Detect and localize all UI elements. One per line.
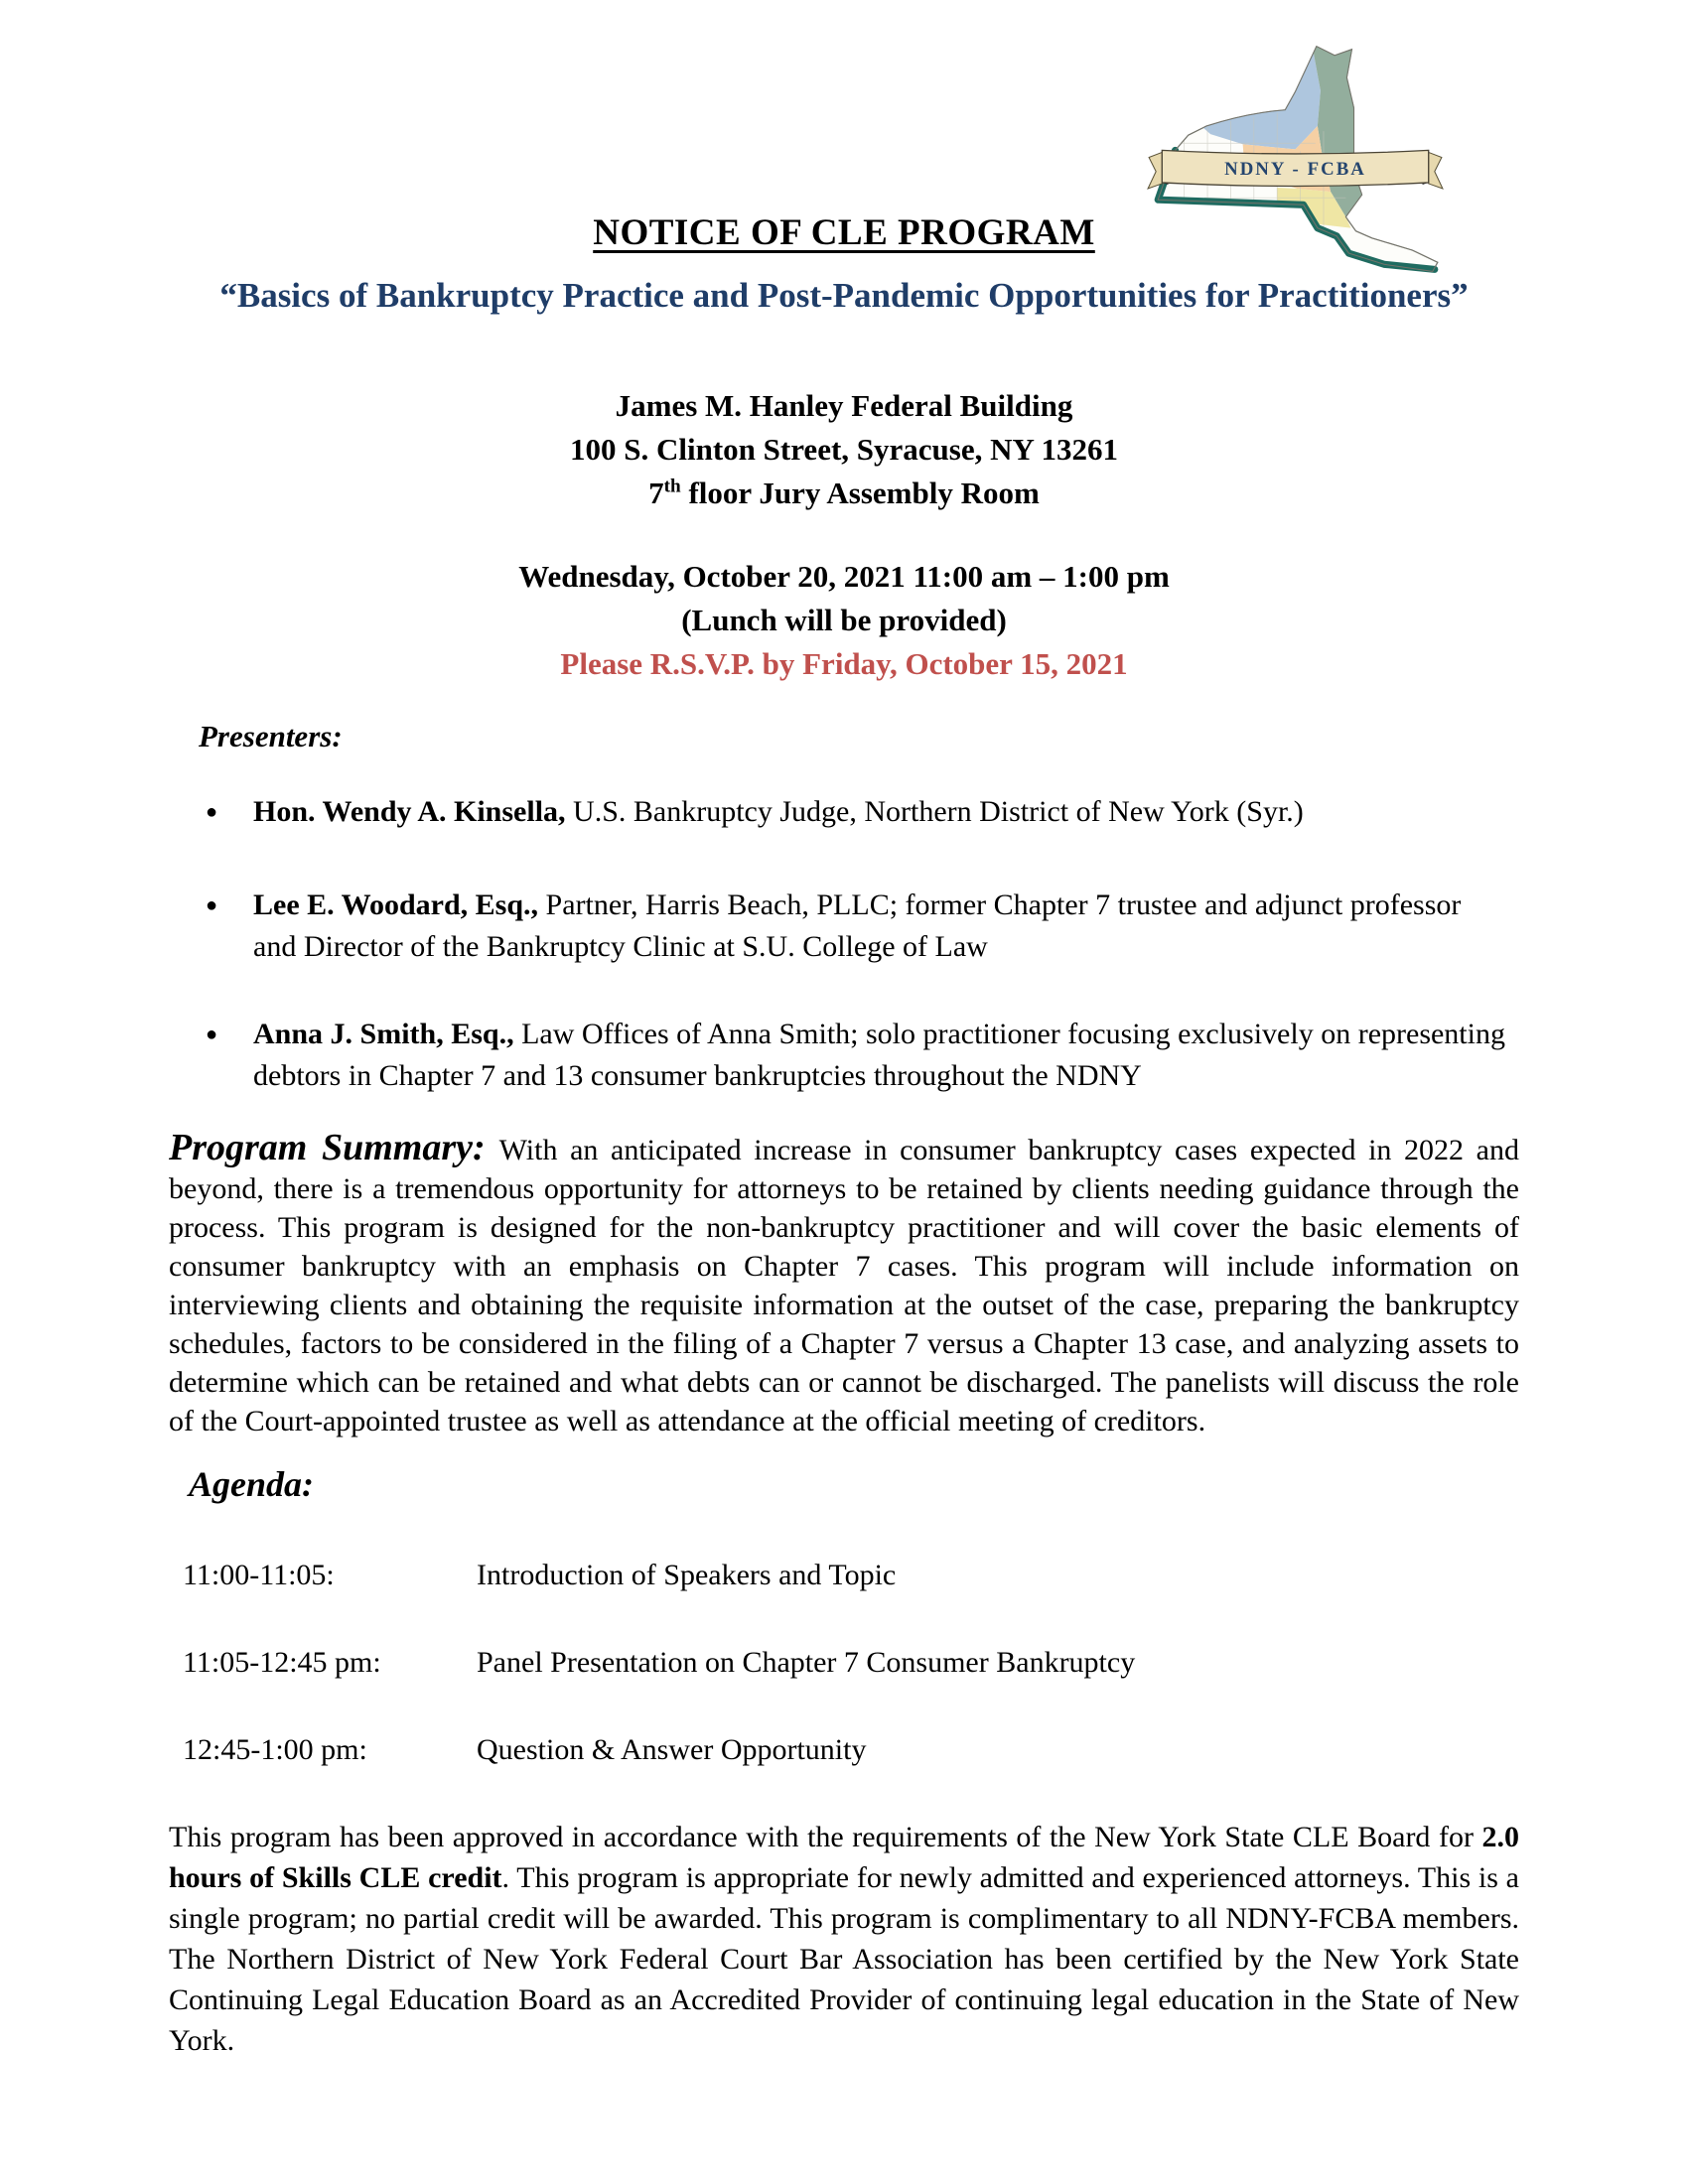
presenter-name: Anna J. Smith, Esq., bbox=[253, 1018, 514, 1050]
program-subtitle: “Basics of Bankruptcy Practice and Post-Pandemic Opportunities for Practitioners” bbox=[219, 276, 1469, 315]
rsvp-note: Please R.S.V.P. by Friday, October 15, 2021 bbox=[560, 646, 1128, 681]
bullet-icon: ● bbox=[206, 801, 218, 823]
venue-floor-ordinal: th bbox=[663, 476, 681, 497]
agenda-time: 11:05-12:45 pm: bbox=[183, 1646, 381, 1679]
presenter-details: Partner, Harris Beach, PLLC; former Chapter 7 trustee and adjunct professor and Director of the Bankruptcy Clinic at S.U. College of Law bbox=[253, 888, 1462, 963]
agenda-row bbox=[183, 1642, 1519, 1684]
logo-banner-text: NDNY - FCBA bbox=[1224, 158, 1366, 180]
presenter-details: Law Offices of Anna Smith; solo practitioner focusing exclusively on representing debtors in Chapter 7 and 13 consumer bankruptcies throughout the NDNY bbox=[253, 1018, 1505, 1092]
program-summary-heading: Program Summary: bbox=[169, 1127, 486, 1168]
approval-credit-hours: 2.0 hours of Skills CLE credit bbox=[169, 1821, 1519, 1894]
agenda-description: Panel Presentation on Chapter 7 Consumer Bankruptcy bbox=[477, 1646, 1136, 1679]
venue-room-name: floor Jury Assembly Room bbox=[680, 476, 1040, 510]
agenda-description: Introduction of Speakers and Topic bbox=[477, 1559, 897, 1591]
approval-text-2: . This program is appropriate for newly admitted and experienced attorneys. This is a single program; no partial credit will be awarded. This program is complimentary to all NDNY-FCBA members. The Northern District of New York Federal Court Bar Association has been certified by the New York State Continuing Legal Education Board as an Accredited Provider of continuing legal education in the State of New York. bbox=[169, 1861, 1519, 2057]
presenters-heading: Presenters: bbox=[199, 719, 343, 753]
program-summary-body: With an anticipated increase in consumer bankruptcy cases expected in 2022 and beyond, there is a tremendous opportunity for attorneys to be retained by clients needing guidance through the process. This program is designed for the non-bankruptcy practitioner and will cover the basic elements of consumer bankruptcy with an emphasis on Chapter 7 cases. This program will include information on interviewing clients and obtaining the requisite information at the outset of the case, preparing the bankruptcy schedules, factors to be considered in the filing of a Chapter 7 versus a Chapter 13 case, and analyzing assets to determine which can be retained and what debts can or cannot be discharged. The panelists will discuss the role of the Court-appointed trustee as well as attendance at the official meeting of creditors. bbox=[169, 1134, 1519, 1437]
agenda-row bbox=[183, 1729, 1519, 1771]
schedule-block bbox=[169, 555, 1519, 686]
bullet-icon: ● bbox=[206, 1024, 218, 1045]
document-body bbox=[169, 0, 1519, 2061]
presenter-name: Lee E. Woodard, Esq., bbox=[253, 888, 539, 921]
program-summary bbox=[169, 1129, 1519, 1440]
agenda-description: Question & Answer Opportunity bbox=[477, 1733, 867, 1766]
venue-room bbox=[169, 472, 1519, 515]
venue-building: James M. Hanley Federal Building bbox=[615, 388, 1073, 423]
presenter-item bbox=[206, 885, 1509, 968]
bullet-icon: ● bbox=[206, 894, 218, 916]
cle-approval-paragraph bbox=[169, 1817, 1519, 2061]
approval-text-1: This program has been approved in accordance with the requirements of the New York State CLE Board for bbox=[169, 1821, 1482, 1853]
venue-floor-number: 7 bbox=[648, 476, 664, 510]
page-title: NOTICE OF CLE PROGRAM bbox=[593, 212, 1095, 253]
presenters-list bbox=[169, 791, 1519, 1097]
presenter-item bbox=[206, 1014, 1509, 1097]
agenda-time: 12:45-1:00 pm: bbox=[183, 1733, 367, 1766]
agenda-row bbox=[183, 1555, 1519, 1596]
presenter-item bbox=[206, 791, 1509, 833]
venue-block bbox=[169, 384, 1519, 515]
agenda-list bbox=[169, 1555, 1519, 1771]
event-datetime: Wednesday, October 20, 2021 11:00 am – 1:00 pm bbox=[518, 559, 1170, 594]
agenda-time: 11:00-11:05: bbox=[183, 1559, 335, 1591]
agenda-heading: Agenda: bbox=[189, 1464, 314, 1504]
presenter-details: U.S. Bankruptcy Judge, Northern District of New York (Syr.) bbox=[565, 795, 1304, 828]
presenter-name: Hon. Wendy A. Kinsella, bbox=[253, 795, 566, 828]
venue-address: 100 S. Clinton Street, Syracuse, NY 13261 bbox=[570, 432, 1118, 467]
lunch-note: (Lunch will be provided) bbox=[681, 603, 1007, 637]
